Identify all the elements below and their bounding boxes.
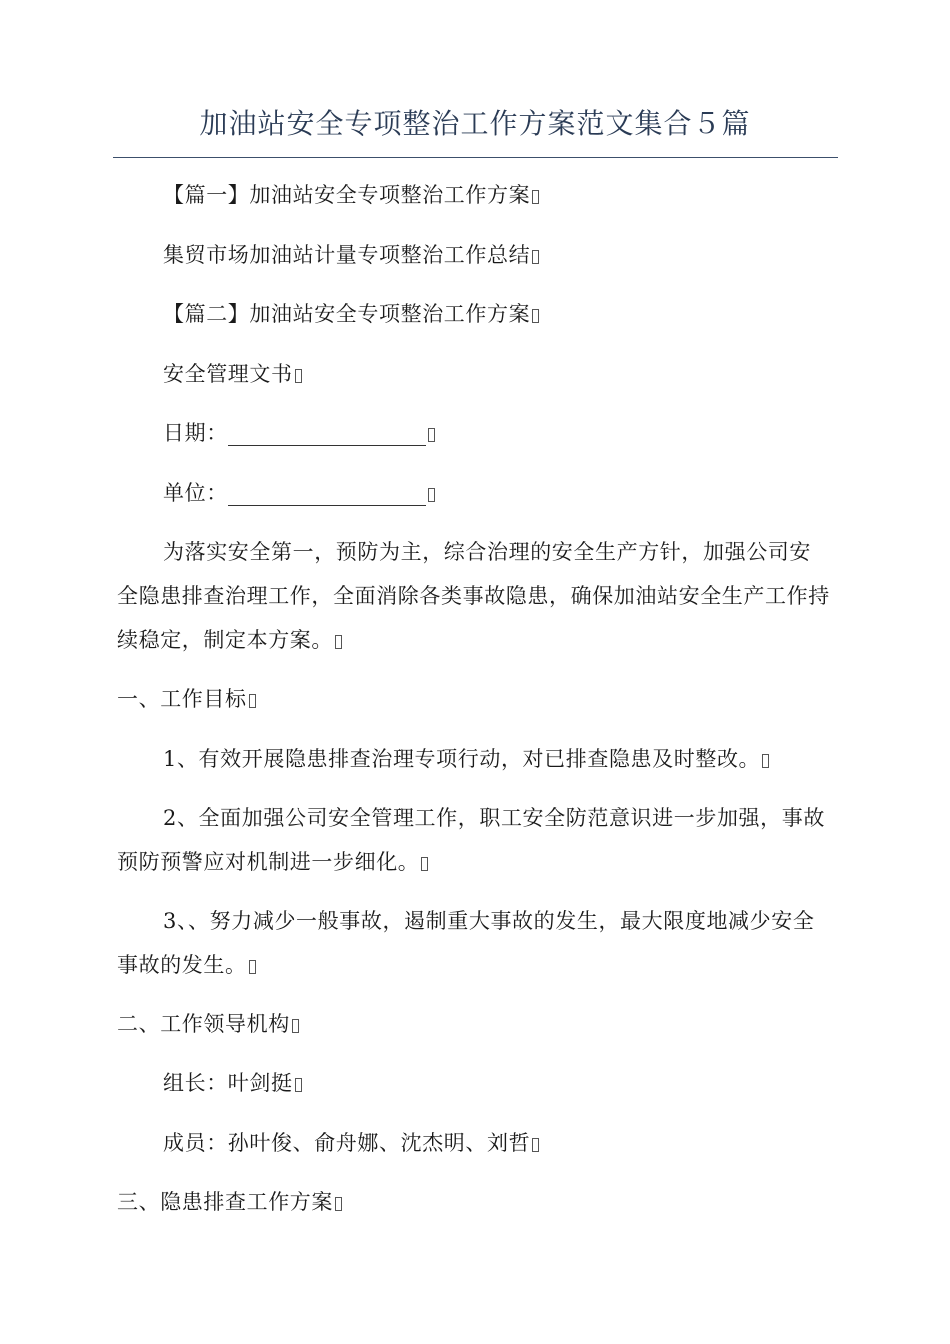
unit-blank-line: [228, 481, 426, 506]
paragraph-text: 组长：叶剑挺: [163, 1071, 293, 1095]
paragraph-mark-icon: [428, 488, 435, 502]
paragraph-mark-icon: [249, 694, 256, 708]
paragraph-mark-icon: [335, 1197, 342, 1211]
paragraph-mark-icon: [762, 754, 769, 768]
heading-leadership: [117, 1002, 831, 1046]
paragraph-text: 1、有效开展隐患排查治理专项行动，对已排查隐患及时整改。: [163, 747, 761, 771]
paragraph-text: 安全管理文书: [163, 362, 293, 386]
paragraph-mark-icon: [421, 857, 428, 871]
unit-field: [117, 471, 831, 515]
page-title: 加油站安全专项整治工作方案范文集合５篇: [199, 107, 751, 140]
paragraph-text: 集贸市场加油站计量专项整治工作总结: [163, 243, 531, 267]
date-field: [117, 411, 831, 455]
paragraph-text: 【篇一】加油站安全专项整治工作方案: [163, 183, 531, 207]
heading-hazard-plan: [117, 1180, 831, 1224]
intro-paragraph: [117, 530, 831, 662]
section-heading-part-2: [117, 292, 831, 336]
document-type: [117, 352, 831, 396]
paragraph-mark-icon: [295, 1078, 302, 1092]
goal-item-2: [117, 796, 831, 884]
paragraph-mark-icon: [532, 309, 539, 323]
unit-label: 单位：: [163, 481, 228, 505]
paragraph-mark-icon: [295, 369, 302, 383]
section-heading-part-1: [117, 173, 831, 217]
goal-item-3: [117, 899, 831, 987]
related-title: [117, 233, 831, 277]
group-members: [117, 1121, 831, 1165]
paragraph-mark-icon: [532, 1138, 539, 1152]
paragraph-text: 二、工作领导机构: [117, 1012, 290, 1036]
group-leader: [117, 1061, 831, 1105]
paragraph-mark-icon: [335, 635, 342, 649]
heading-work-goals: [117, 677, 831, 721]
paragraph-text: 为落实安全第一，预防为主，综合治理的安全生产方针，加强公司安全隐患排查治理工作，全面消除各类事故隐患，确保加油站安全生产工作持续稳定，制定本方案。: [117, 540, 830, 652]
paragraph-text: 一、工作目标: [117, 687, 247, 711]
date-label: 日期：: [163, 421, 228, 445]
date-blank-line: [228, 421, 426, 446]
paragraph-text: 3、、努力减少一般事故，遏制重大事故的发生，最大限度地减少安全事故的发生。: [117, 909, 815, 977]
paragraph-text: 成员：孙叶俊、俞舟娜、沈杰明、刘哲: [163, 1131, 531, 1155]
paragraph-text: 【篇二】加油站安全专项整治工作方案: [163, 302, 531, 326]
paragraph-mark-icon: [428, 428, 435, 442]
paragraph-text: 2、全面加强公司安全管理工作，职工安全防范意识进一步加强，事故预防预警应对机制进一步细化。: [117, 806, 825, 874]
title-rule: [113, 157, 838, 158]
paragraph-mark-icon: [249, 960, 256, 974]
paragraph-mark-icon: [292, 1019, 299, 1033]
paragraph-mark-icon: [532, 190, 539, 204]
goal-item-1: [117, 737, 831, 781]
paragraph-mark-icon: [532, 250, 539, 264]
paragraph-text: 三、隐患排查工作方案: [117, 1190, 333, 1214]
